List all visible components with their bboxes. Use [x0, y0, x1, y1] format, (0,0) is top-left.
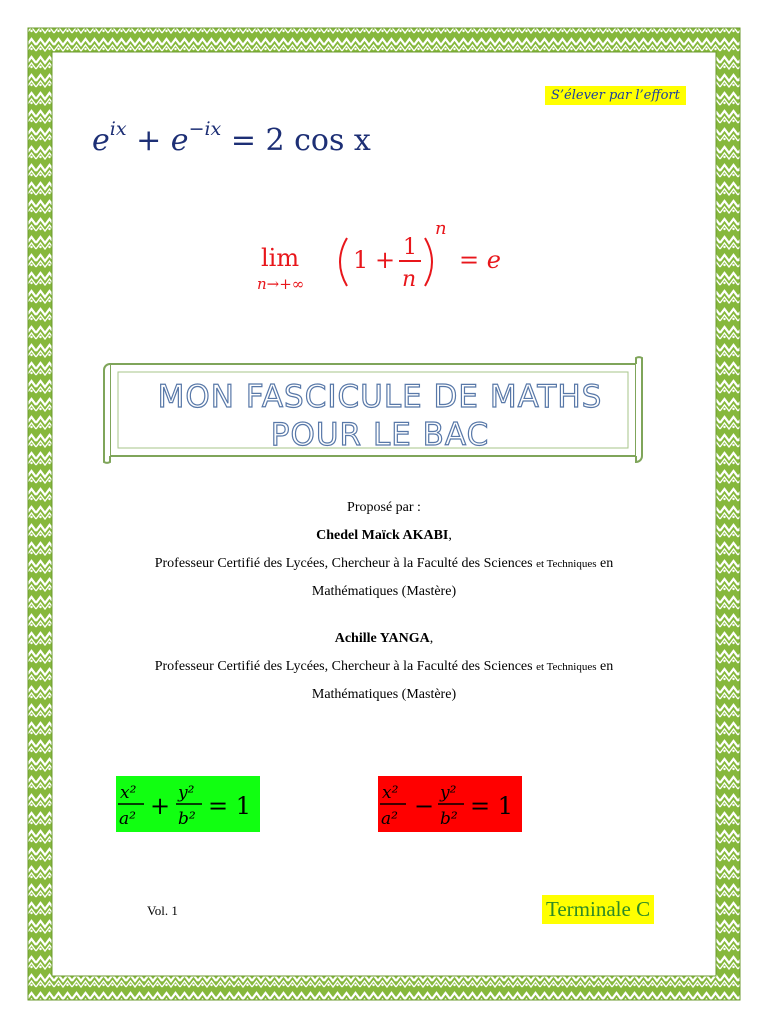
lim-one: 1	[353, 246, 369, 274]
lim-plus: +	[375, 246, 396, 274]
volume-label: Vol. 1	[147, 903, 178, 918]
author2-line: Achille YANGA,	[334, 631, 434, 646]
right-paren	[425, 238, 432, 286]
level-label: Terminale C	[542, 895, 654, 924]
hyperbola-y2: y²	[440, 783, 457, 803]
lim-rhs: = e	[459, 246, 501, 274]
lim-operator: lim	[261, 244, 300, 272]
euler-exp-minus: −ix	[188, 118, 222, 140]
author2-title	[100, 653, 668, 681]
author2-title-end: en	[600, 659, 614, 674]
hyperbola-formula	[378, 776, 522, 832]
hyperbola-x2: x²	[382, 783, 399, 803]
left-paren	[340, 238, 347, 286]
author1-name: Chedel Maïck AKABI	[316, 528, 449, 543]
euler-exp-plus: ix	[109, 118, 127, 140]
ellipse-x2: x²	[120, 783, 137, 803]
author1-field: Mathématiques (Mastère)	[311, 584, 457, 599]
euler-formula	[92, 118, 371, 158]
euler-rhs: = 2 cos x	[230, 123, 371, 158]
ellipse-b2: b²	[178, 809, 196, 829]
hyperbola-b2: b²	[440, 809, 458, 829]
author1-title-small: et Techniques	[536, 558, 597, 570]
lim-subscript: n→+∞	[257, 275, 305, 293]
author1-title-main: Professeur Certifié des Lycées, Chercheur à la Faculté des Sciences	[154, 556, 533, 571]
hyperbola-rhs: = 1	[470, 792, 514, 820]
credits-intro: Proposé par :	[347, 500, 421, 515]
ellipse-op: +	[150, 792, 171, 820]
ellipse-y2: y²	[178, 783, 195, 803]
ellipse-rhs: = 1	[208, 792, 252, 820]
credits-gap	[100, 606, 668, 625]
ellipse-formula	[116, 776, 260, 832]
ellipse-a2: a²	[119, 809, 136, 829]
limit-formula	[255, 214, 525, 294]
motto-label: S’élever par l’effort	[545, 86, 686, 105]
hyperbola-op: −	[414, 792, 435, 820]
lim-denominator: n	[402, 267, 417, 292]
title-line-1: MON FASCICULE DE MATHS	[157, 379, 603, 415]
author2-field: Mathématiques (Mastère)	[311, 687, 457, 702]
euler-base: e	[92, 123, 110, 158]
lim-numerator: 1	[403, 235, 417, 260]
author2-name: Achille YANGA	[334, 631, 430, 646]
credits-block	[100, 494, 668, 709]
author1-title	[100, 550, 668, 578]
title-banner-text	[110, 378, 650, 454]
lim-power: n	[435, 218, 447, 239]
author2-title-small: et Techniques	[536, 661, 597, 673]
author1-line: Chedel Maïck AKABI,	[316, 528, 452, 543]
author2-title-main: Professeur Certifié des Lycées, Chercheur à la Faculté des Sciences	[154, 659, 533, 674]
author1-title-end: en	[600, 556, 614, 571]
hyperbola-a2: a²	[381, 809, 398, 829]
euler-plus: +	[136, 123, 162, 158]
euler-base-2: e	[170, 123, 189, 158]
title-line-2: POUR LE BAC	[270, 417, 490, 453]
